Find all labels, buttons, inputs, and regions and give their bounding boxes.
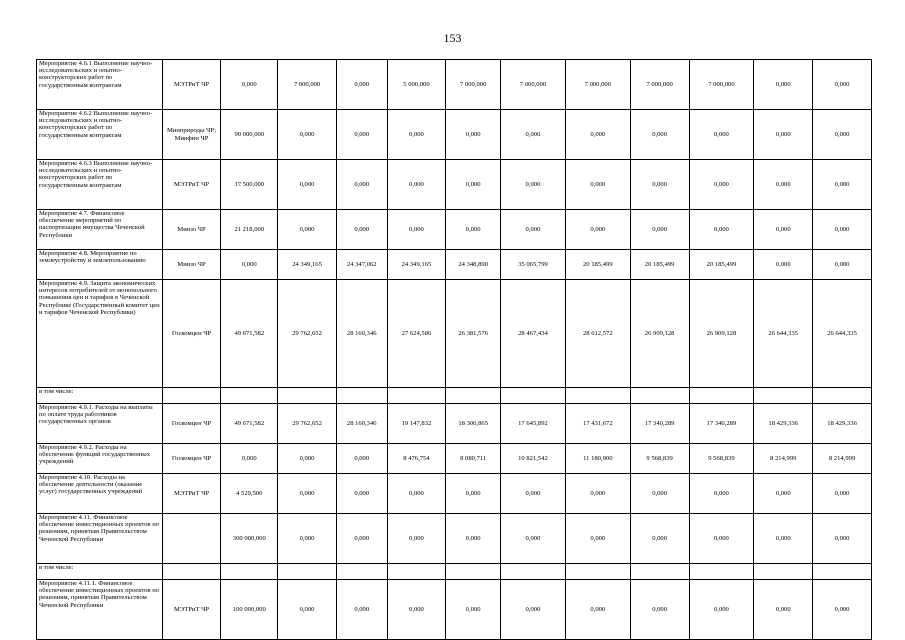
- value-cell: 24 347,062: [336, 250, 387, 280]
- value-cell: [565, 564, 630, 580]
- value-cell: 0,000: [754, 474, 813, 514]
- value-cell: 0,000: [689, 580, 754, 640]
- value-cell: 18 429,336: [813, 404, 872, 444]
- value-cell: 0,000: [754, 110, 813, 160]
- table-row: [37, 514, 872, 564]
- value-cell: 0,000: [221, 60, 278, 110]
- activity-name: Мероприятие 4.6.3 Выполнение научно-исследовательских и опытно-конструкторских работ по государственным контрактам: [37, 160, 163, 210]
- value-cell: 0,000: [501, 160, 566, 210]
- value-cell: 0,000: [387, 210, 446, 250]
- value-cell: [336, 564, 387, 580]
- value-cell: 0,000: [446, 580, 501, 640]
- activity-name: Мероприятие 4.6.1 Выполнение научно-исследовательских и опытно-конструкторских работ по государственным контрактам: [37, 60, 163, 110]
- executor-cell: Госкомцен ЧР: [162, 280, 221, 388]
- value-cell: [813, 564, 872, 580]
- value-cell: 24 348,890: [446, 250, 501, 280]
- value-cell: 26 909,128: [689, 280, 754, 388]
- value-cell: [446, 564, 501, 580]
- value-cell: 19 147,832: [387, 404, 446, 444]
- value-cell: 0,000: [336, 110, 387, 160]
- value-cell: 0,000: [446, 110, 501, 160]
- value-cell: 17 431,672: [565, 404, 630, 444]
- table-row: [37, 404, 872, 444]
- value-cell: 26 644,335: [813, 280, 872, 388]
- activity-name: Мероприятие 4.6.2 Выполнение научно-исследовательских и опытно-конструкторских работ по государственным контрактам: [37, 110, 163, 160]
- activity-name: Мероприятие 4.7. Финансовое обеспечение мероприятий по паспортизации имущества Чеченской Республики: [37, 210, 163, 250]
- value-cell: 100 000,000: [221, 580, 278, 640]
- value-cell: 0,000: [278, 160, 337, 210]
- table-row: [37, 474, 872, 514]
- value-cell: 0,000: [387, 580, 446, 640]
- value-cell: [813, 388, 872, 404]
- value-cell: 20 185,499: [565, 250, 630, 280]
- executor-cell: Минзо ЧР: [162, 210, 221, 250]
- value-cell: 18 300,865: [446, 404, 501, 444]
- value-cell: 0,000: [565, 160, 630, 210]
- value-cell: 0,000: [336, 60, 387, 110]
- value-cell: 0,000: [565, 514, 630, 564]
- executor-cell: МЭТРиТ ЧР: [162, 474, 221, 514]
- value-cell: [221, 388, 278, 404]
- value-cell: 0,000: [446, 514, 501, 564]
- value-cell: 0,000: [630, 210, 689, 250]
- value-cell: 0,000: [387, 110, 446, 160]
- value-cell: 0,000: [565, 474, 630, 514]
- value-cell: 0,000: [689, 110, 754, 160]
- table-row: [37, 160, 872, 210]
- value-cell: 20 185,499: [630, 250, 689, 280]
- table-row: [37, 60, 872, 110]
- executor-cell: [162, 514, 221, 564]
- executor-cell: МЭТРиТ ЧР: [162, 60, 221, 110]
- table-row: [37, 210, 872, 250]
- value-cell: 0,000: [278, 444, 337, 474]
- value-cell: 0,000: [446, 210, 501, 250]
- activity-name: Мероприятие 4.9. Защита экономических интересов потребителей от монопольного повышения цен и тарифов в Чеченской Республике (Государственный комитет цен и тарифов Чеченской Республики): [37, 280, 163, 388]
- value-cell: 29 762,652: [278, 404, 337, 444]
- value-cell: 300 000,000: [221, 514, 278, 564]
- value-cell: 0,000: [689, 210, 754, 250]
- value-cell: 0,000: [689, 160, 754, 210]
- value-cell: 21 218,000: [221, 210, 278, 250]
- value-cell: 26 644,335: [754, 280, 813, 388]
- value-cell: [565, 388, 630, 404]
- value-cell: 26 909,128: [630, 280, 689, 388]
- value-cell: 5 000,000: [387, 60, 446, 110]
- value-cell: 0,000: [336, 210, 387, 250]
- value-cell: 11 180,900: [565, 444, 630, 474]
- table-row: [37, 110, 872, 160]
- value-cell: 0,000: [501, 210, 566, 250]
- value-cell: 0,000: [754, 580, 813, 640]
- value-cell: 49 671,582: [221, 404, 278, 444]
- value-cell: 17 340,289: [630, 404, 689, 444]
- value-cell: 0,000: [278, 474, 337, 514]
- value-cell: 0,000: [221, 250, 278, 280]
- value-cell: 0,000: [813, 580, 872, 640]
- subheading-label: в том числе:: [37, 388, 163, 404]
- value-cell: [501, 564, 566, 580]
- value-cell: 17 500,000: [221, 160, 278, 210]
- value-cell: 0,000: [813, 250, 872, 280]
- value-cell: 0,000: [754, 160, 813, 210]
- value-cell: 0,000: [278, 110, 337, 160]
- activity-name: Мероприятие 4.11.1. Финансовое обеспечение инвестиционных проектов по решениям, принятым Правительством Чеченской Республики: [37, 580, 163, 640]
- value-cell: 49 671,582: [221, 280, 278, 388]
- value-cell: 0,000: [501, 514, 566, 564]
- value-cell: 7 000,000: [630, 60, 689, 110]
- value-cell: [501, 388, 566, 404]
- table-row: [37, 580, 872, 640]
- value-cell: 0,000: [754, 514, 813, 564]
- value-cell: 0,000: [565, 580, 630, 640]
- value-cell: 4 529,500: [221, 474, 278, 514]
- value-cell: 0,000: [754, 250, 813, 280]
- value-cell: 24 349,165: [278, 250, 337, 280]
- value-cell: 0,000: [689, 474, 754, 514]
- value-cell: 28 467,434: [501, 280, 566, 388]
- value-cell: 0,000: [336, 444, 387, 474]
- value-cell: 8 476,754: [387, 444, 446, 474]
- value-cell: 7 000,000: [446, 60, 501, 110]
- value-cell: 0,000: [630, 514, 689, 564]
- executor-cell: [162, 564, 221, 580]
- value-cell: 7 000,000: [501, 60, 566, 110]
- value-cell: 0,000: [754, 60, 813, 110]
- value-cell: 0,000: [630, 580, 689, 640]
- value-cell: 0,000: [689, 514, 754, 564]
- value-cell: [754, 564, 813, 580]
- executor-cell: МЭТРиТ ЧР: [162, 580, 221, 640]
- activity-name: Мероприятие 4.10. Расходы на обеспечение деятельности (оказание услуг) государственных учреждений: [37, 474, 163, 514]
- value-cell: 0,000: [565, 210, 630, 250]
- value-cell: 7 000,000: [565, 60, 630, 110]
- executor-cell: МЭТРиТ ЧР: [162, 160, 221, 210]
- value-cell: [446, 388, 501, 404]
- value-cell: 0,000: [387, 160, 446, 210]
- value-cell: 0,000: [387, 474, 446, 514]
- value-cell: [278, 388, 337, 404]
- value-cell: 17 340,289: [689, 404, 754, 444]
- executor-cell: Госкомцен ЧР: [162, 444, 221, 474]
- value-cell: 10 821,542: [501, 444, 566, 474]
- value-cell: 0,000: [336, 160, 387, 210]
- value-cell: 0,000: [501, 110, 566, 160]
- activity-name: Мероприятие 4.9.1. Расходы на выплаты по оплате труда работников государственных органов: [37, 404, 163, 444]
- value-cell: [689, 564, 754, 580]
- value-cell: 0,000: [754, 210, 813, 250]
- value-cell: 0,000: [630, 110, 689, 160]
- activity-name: Мероприятие 4.9.2. Расходы на обеспечение функций государственных учреждений: [37, 444, 163, 474]
- value-cell: 90 000,000: [221, 110, 278, 160]
- value-cell: 9 568,839: [630, 444, 689, 474]
- executor-cell: Минзо ЧР: [162, 250, 221, 280]
- value-cell: 7 000,000: [689, 60, 754, 110]
- value-cell: 0,000: [565, 110, 630, 160]
- page-number: 153: [443, 31, 462, 45]
- value-cell: 29 762,652: [278, 280, 337, 388]
- value-cell: [630, 564, 689, 580]
- value-cell: 0,000: [336, 514, 387, 564]
- value-cell: 17 645,892: [501, 404, 566, 444]
- value-cell: 24 349,165: [387, 250, 446, 280]
- value-cell: [630, 388, 689, 404]
- value-cell: 0,000: [813, 60, 872, 110]
- executor-cell: [162, 388, 221, 404]
- table-row: [37, 280, 872, 388]
- value-cell: [221, 564, 278, 580]
- value-cell: 0,000: [278, 514, 337, 564]
- subheading-label: в том числе:: [37, 564, 163, 580]
- value-cell: [387, 564, 446, 580]
- value-cell: 8 080,711: [446, 444, 501, 474]
- executor-cell: Госкомцен ЧР: [162, 404, 221, 444]
- value-cell: 0,000: [630, 160, 689, 210]
- value-cell: 0,000: [501, 474, 566, 514]
- executor-cell: Минприроды ЧР; Минфин ЧР: [162, 110, 221, 160]
- budget-table: [36, 59, 872, 640]
- value-cell: 27 624,586: [387, 280, 446, 388]
- value-cell: 26 381,576: [446, 280, 501, 388]
- value-cell: 28 160,346: [336, 404, 387, 444]
- value-cell: 35 065,799: [501, 250, 566, 280]
- value-cell: 0,000: [813, 210, 872, 250]
- value-cell: 8 214,999: [754, 444, 813, 474]
- value-cell: 28 612,572: [565, 280, 630, 388]
- value-cell: [387, 388, 446, 404]
- value-cell: [278, 564, 337, 580]
- value-cell: 0,000: [630, 474, 689, 514]
- value-cell: 0,000: [221, 444, 278, 474]
- value-cell: [754, 388, 813, 404]
- value-cell: 0,000: [813, 160, 872, 210]
- value-cell: 0,000: [446, 474, 501, 514]
- table-row: [37, 250, 872, 280]
- value-cell: 0,000: [278, 210, 337, 250]
- value-cell: 20 185,499: [689, 250, 754, 280]
- value-cell: 7 000,000: [278, 60, 337, 110]
- value-cell: 8 214,999: [813, 444, 872, 474]
- value-cell: 0,000: [387, 514, 446, 564]
- activity-name: Мероприятие 4.11. Финансовое обеспечение инвестиционных проектов по решениям, принятым Правительством Чеченской Республики: [37, 514, 163, 564]
- value-cell: 18 429,336: [754, 404, 813, 444]
- value-cell: 28 160,346: [336, 280, 387, 388]
- value-cell: 0,000: [336, 580, 387, 640]
- value-cell: [689, 388, 754, 404]
- value-cell: 9 568,839: [689, 444, 754, 474]
- table-row: [37, 444, 872, 474]
- value-cell: 0,000: [278, 580, 337, 640]
- value-cell: 0,000: [813, 514, 872, 564]
- value-cell: 0,000: [446, 160, 501, 210]
- value-cell: 0,000: [813, 110, 872, 160]
- value-cell: 0,000: [501, 580, 566, 640]
- subheading-row: [37, 564, 872, 580]
- subheading-row: [37, 388, 872, 404]
- activity-name: Мероприятие 4.8. Мероприятие по землеустройству и землепользованию: [37, 250, 163, 280]
- value-cell: 0,000: [813, 474, 872, 514]
- value-cell: [336, 388, 387, 404]
- value-cell: 0,000: [336, 474, 387, 514]
